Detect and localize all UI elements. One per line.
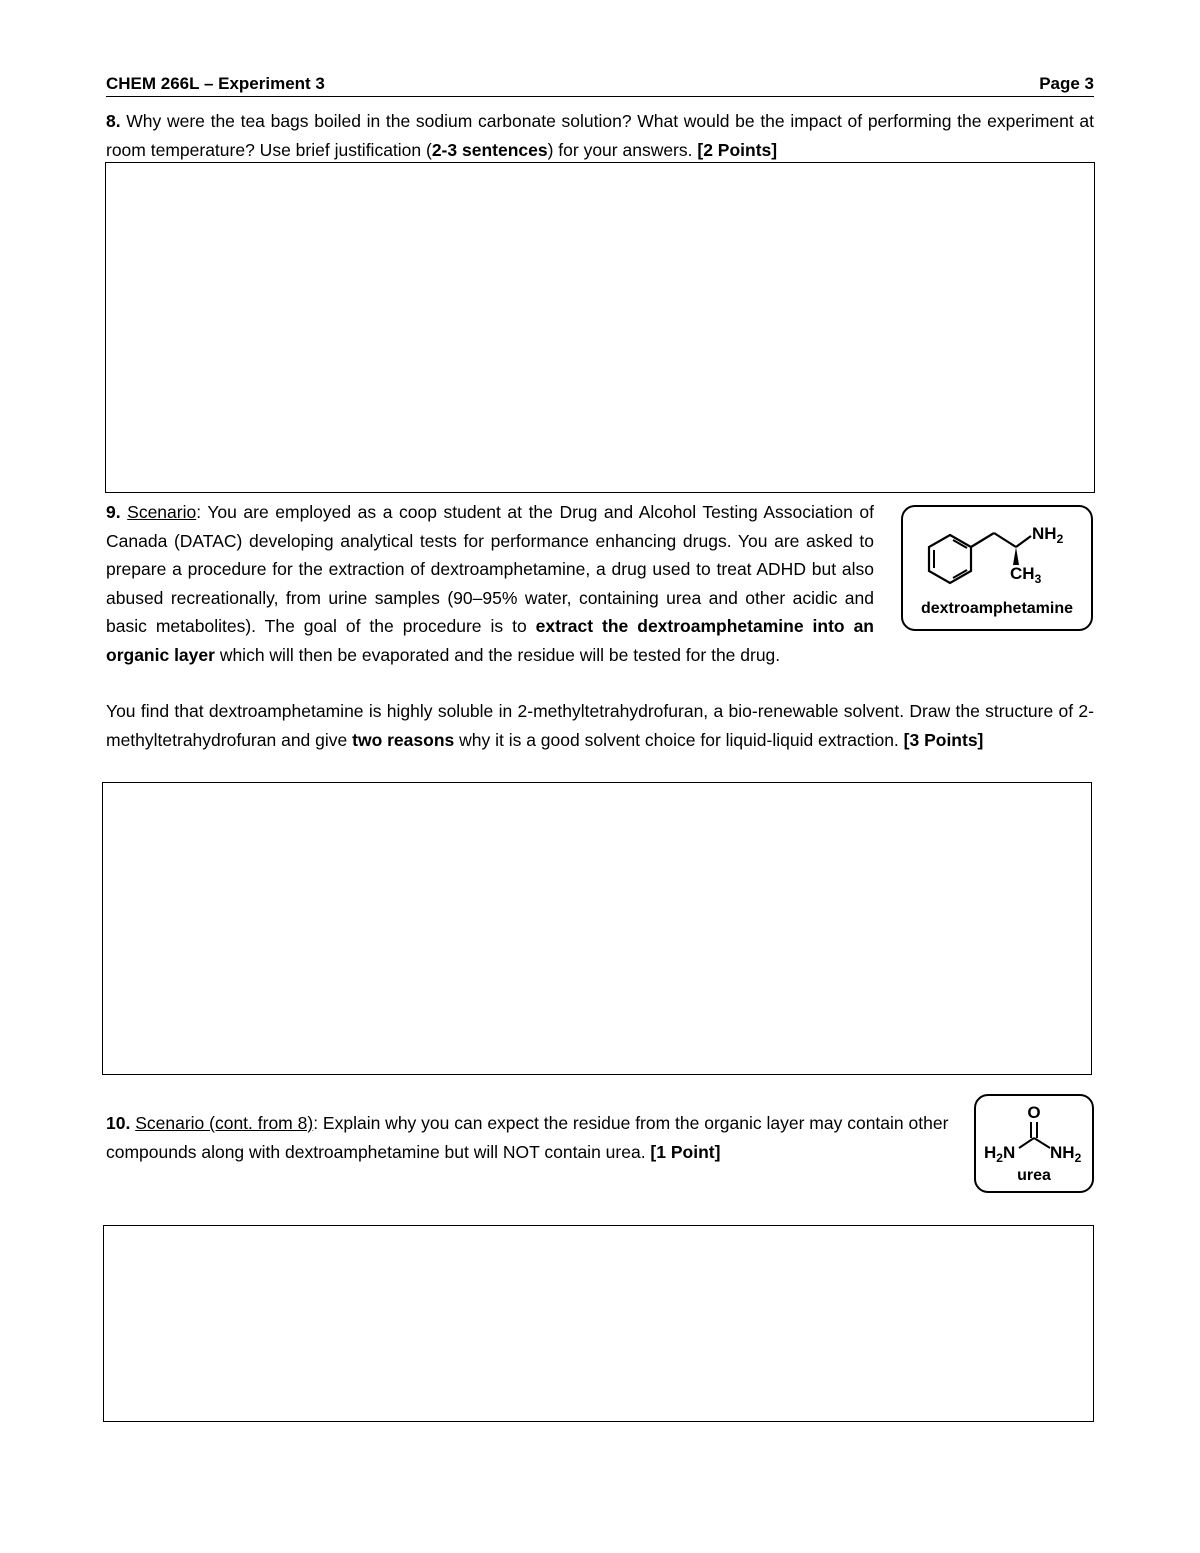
question-9-text-part1: 9. Scenario: You are employed as a coop student at the Drug and Alcohol Testing Association of Canada (DATAC) developing analytical tests for performance enhancing drugs. You are asked to prepare a procedure for the extraction of dextroamphetamine, a drug used to treat ADHD but also abused recreationally, from urine samples (90–95% water, containing urea and other acidic and basic metabolites). The goal of the procedure is to extract the dextroamphetamine into an organic layer which will then be evaporated and the residue will be tested for the drug. (106, 502, 874, 665)
urea-structure (974, 1094, 1094, 1193)
page-number: Page 3 (1039, 74, 1094, 93)
answer-box-10[interactable] (103, 1225, 1094, 1422)
dextroamphetamine-structure (901, 505, 1093, 631)
dextroamphetamine-label: dextroamphetamine (920, 600, 1074, 617)
question-10-text: 10. Scenario (cont. from 8): Explain why you can expect the residue from the organic layer may contain other compounds along with dextroamphetamine but will NOT contain urea. [1 Point] (106, 1113, 949, 1162)
answer-box-9[interactable] (102, 782, 1092, 1075)
svg-text:H2N: $H_2N$ (984, 1143, 1016, 1165)
svg-text:O: O (1027, 1103, 1041, 1122)
course-title: CHEM 266L – Experiment 3 (106, 74, 325, 93)
urea-label: urea (1017, 1167, 1051, 1184)
svg-text:CH3: $CH_3$ (1010, 564, 1042, 586)
question-8-points: [2 Points] (697, 139, 778, 160)
urea-svg (976, 1096, 1092, 1191)
question-9-points: [3 Points] (903, 729, 984, 750)
dextroamphetamine-svg (903, 507, 1091, 629)
question-10-points: [1 Point] (650, 1141, 721, 1162)
question-8-number: 8. (106, 111, 121, 131)
question-8-text: 8. Why were the tea bags boiled in the sodium carbonate solution? What would be the impact of performing the experiment at room temperature? Use brief justification (2-3 sentences) for your answers. [2 Points] (106, 111, 1094, 160)
question-9-text-part2: You find that dextroamphetamine is highly soluble in 2-methyltetrahydrofuran, a bio-renewable solvent. Draw the structure of 2-methyltetrahydrofuran and give two reasons why it is a good solvent choice for liquid-liquid extraction. [3 Points] (106, 701, 1094, 750)
svg-text:NH2: $NH_2$ (1050, 1143, 1082, 1165)
answer-box-8[interactable] (105, 162, 1095, 493)
page-header (106, 72, 1094, 97)
svg-text:NH2: $NH_2$ (1032, 524, 1064, 546)
